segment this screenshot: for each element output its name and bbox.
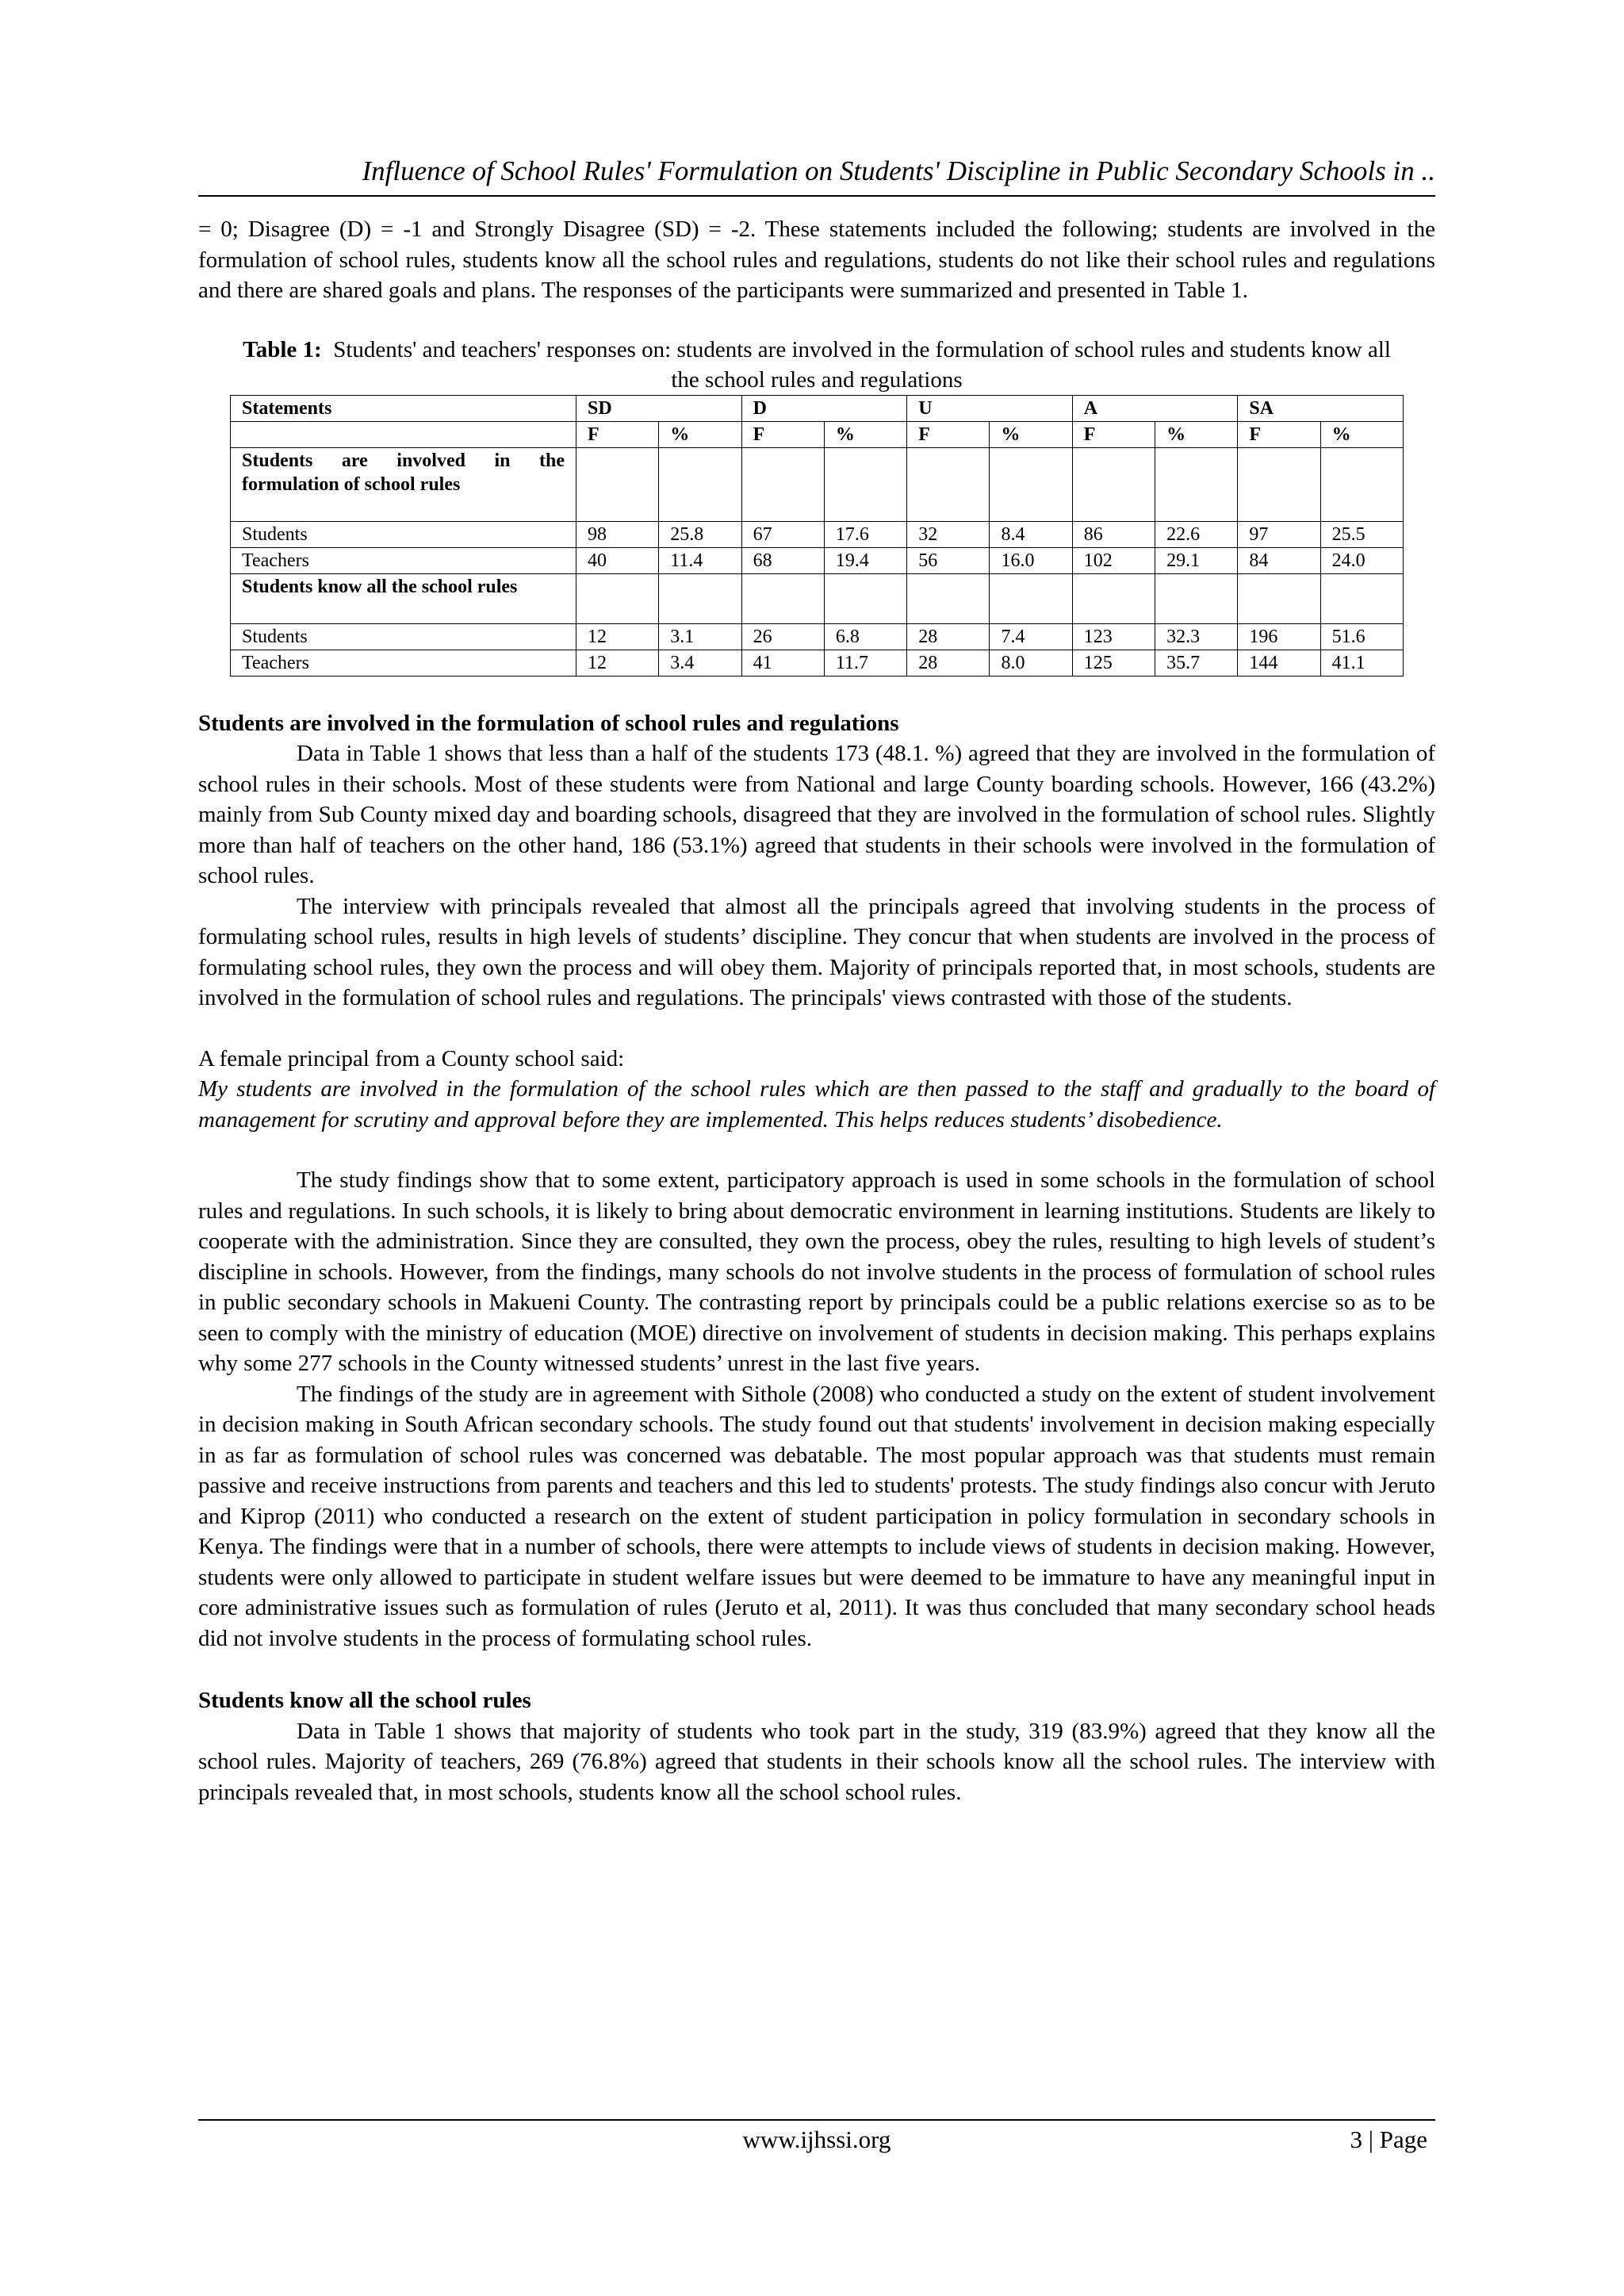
subheader-pct: % (1155, 421, 1238, 447)
cell: 8.4 (990, 521, 1072, 547)
section-heading-know: Students know all the school rules (198, 1688, 531, 1713)
cell: 8.0 (990, 650, 1072, 676)
subheader-pct: % (1320, 421, 1403, 447)
cell: 125 (1072, 650, 1155, 676)
subheader-f: F (576, 421, 659, 447)
subheader-f: F (1072, 421, 1155, 447)
section-title-involved: Students are involved in the formulation of school rules (231, 447, 576, 521)
row-label: Teachers (231, 547, 576, 573)
table-row (231, 547, 1404, 573)
section-heading-involved: Students are involved in the formulation of school rules and regulations (198, 710, 899, 736)
principal-quote: My students are involved in the formulation of the school rules which are then passed to the staff and gradually to the board of management for scrutiny and approval before they are implemented. This helps reduces students’ disobedience. (198, 1076, 1435, 1133)
cell: 102 (1072, 547, 1155, 573)
spacer (198, 1135, 1435, 1165)
page-number: 3 | Page (1350, 2125, 1427, 2153)
cell: 144 (1238, 650, 1320, 676)
cell: 24.0 (1320, 547, 1403, 573)
cell: 97 (1238, 521, 1320, 547)
cell: 32.3 (1155, 623, 1238, 650)
cell: 16.0 (990, 547, 1072, 573)
cell: 3.1 (659, 623, 741, 650)
subheader-pct: % (824, 421, 906, 447)
subheader-pct: % (990, 421, 1072, 447)
header-u: U (907, 395, 1073, 421)
table-1 (230, 395, 1404, 677)
cell: 56 (907, 547, 990, 573)
header-a: A (1072, 395, 1238, 421)
header-sd: SD (576, 395, 742, 421)
table-section-row (231, 573, 1404, 623)
cell: 123 (1072, 623, 1155, 650)
cell: 41.1 (1320, 650, 1403, 676)
cell: 51.6 (1320, 623, 1403, 650)
cell: 3.4 (659, 650, 741, 676)
spacer (198, 1014, 1435, 1044)
subheader-f: F (741, 421, 824, 447)
cell: 25.5 (1320, 521, 1403, 547)
cell: 86 (1072, 521, 1155, 547)
header-d: D (741, 395, 907, 421)
cell: 28 (907, 650, 990, 676)
table-row (231, 650, 1404, 676)
article-body (198, 214, 1435, 1807)
row-label: Students (231, 521, 576, 547)
header-rule (198, 195, 1435, 197)
running-header: Influence of School Rules' Formulation on Students' Discipline in Public Secondary Schools in .. (362, 155, 1435, 186)
cell: 68 (741, 547, 824, 573)
cell: 28 (907, 623, 990, 650)
row-label: Teachers (231, 650, 576, 676)
cell: 35.7 (1155, 650, 1238, 676)
table-row (231, 623, 1404, 650)
cell: 40 (576, 547, 659, 573)
paragraph: Data in Table 1 shows that majority of students who took part in the study, 319 (83.9%) agreed that they know all the school rules. Majority of teachers, 269 (76.8%) agreed that students in their schools know all the school rules. The interview with principals revealed that, in most schools, students know all the school school rules. (198, 1718, 1435, 1805)
cell: 41 (741, 650, 824, 676)
table-caption (230, 335, 1404, 395)
table-header-row (231, 395, 1404, 421)
header-sa: SA (1238, 395, 1404, 421)
header-statements: Statements (231, 395, 576, 421)
table-caption-text: Students' and teachers' responses on: students are involved in the formulation of school rules and students know all the school rules and regulations (333, 336, 1391, 393)
footer-rule (198, 2119, 1435, 2121)
cell: 84 (1238, 547, 1320, 573)
paragraph: The findings of the study are in agreement with Sithole (2008) who conducted a study on the extent of student involvement in decision making in South African secondary schools. The study found out that students' involvement in decision making especially in as far as formulation of school rules was concerned was debatable. The most popular approach was that students must remain passive and receive instructions from parents and teachers and this led to students' protests. The study findings also concur with Jeruto and Kiprop (2011) who conducted a research on the extent of student participation in policy formulation in secondary schools in Kenya. The findings were that in a number of schools, there were attempts to include views of students in decision making. However, students were only allowed to participate in student welfare issues but were deemed to be immature to have any meaningful input in core administrative issues such as formulation of rules (Jeruto et al, 2011). It was thus concluded that many secondary school heads did not involve students in the process of formulating school rules. (198, 1381, 1435, 1651)
cell: 32 (907, 521, 990, 547)
cell: 19.4 (824, 547, 906, 573)
cell: 22.6 (1155, 521, 1238, 547)
paragraph: The study findings show that to some extent, participatory approach is used in some schools in the formulation of school rules and regulations. In such schools, it is likely to bring about democratic environment in learning institutions. Students are likely to cooperate with the administration. Since they are consulted, they own the process, obey the rules, resulting to high levels of student’s discipline in schools. However, from the findings, many schools do not involve students in the process of formulation of school rules in public secondary schools in Makueni County. The contrasting report by principals could be a public relations exercise so as to be seen to comply with the ministry of education (MOE) directive on involvement of students in decision making. This perhaps explains why some 277 schools in the County witnessed students’ unrest in the last five years. (198, 1167, 1435, 1376)
cell: 12 (576, 650, 659, 676)
table-section-row (231, 447, 1404, 521)
cell: 12 (576, 623, 659, 650)
section-title-know: Students know all the school rules (231, 573, 576, 623)
cell: 29.1 (1155, 547, 1238, 573)
subheader-f: F (1238, 421, 1320, 447)
journal-website: www.ijhssi.org (742, 2125, 891, 2153)
table-row (231, 521, 1404, 547)
cell: 26 (741, 623, 824, 650)
subheader-f: F (907, 421, 990, 447)
quote-intro: A female principal from a County school said: (198, 1045, 625, 1071)
cell: 17.6 (824, 521, 906, 547)
cell: 7.4 (990, 623, 1072, 650)
paragraph: Data in Table 1 shows that less than a half of the students 173 (48.1. %) agreed that they are involved in the formulation of school rules in their schools. Most of these students were from National and large County boarding schools. However, 166 (43.2%) mainly from Sub County mixed day and boarding schools, disagreed that they are involved in the formulation of school rules. Slightly more than half of teachers on the other hand, 186 (53.1%) agreed that students in their schools were involved in the formulation of school rules. (198, 741, 1435, 888)
cell: 67 (741, 521, 824, 547)
subheader-pct: % (659, 421, 741, 447)
table-label: Table 1: (243, 336, 322, 362)
intro-paragraph: = 0; Disagree (D) = -1 and Strongly Disagree (SD) = -2. These statements included the following; students are involved in the formulation of school rules, students know all the school rules and regulations, students do not like their school rules and regulations and there are shared goals and plans. The responses of the participants were summarized and presented in Table 1. (198, 217, 1435, 303)
cell: 196 (1238, 623, 1320, 650)
paragraph: The interview with principals revealed that almost all the principals agreed that involving students in the process of formulating school rules, results in high levels of students’ discipline. They concur that when students are involved in the process of formulating school rules, they own the process and will obey them. Majority of principals reported that, in most schools, students are involved in the formulation of school rules and regulations. The principals' views contrasted with those of the students. (198, 893, 1435, 1010)
row-label: Students (231, 623, 576, 650)
cell: 25.8 (659, 521, 741, 547)
cell: 6.8 (824, 623, 906, 650)
cell: 11.7 (824, 650, 906, 676)
cell: 11.4 (659, 547, 741, 573)
subheader-blank (231, 421, 576, 447)
cell: 98 (576, 521, 659, 547)
table-subheader-row (231, 421, 1404, 447)
